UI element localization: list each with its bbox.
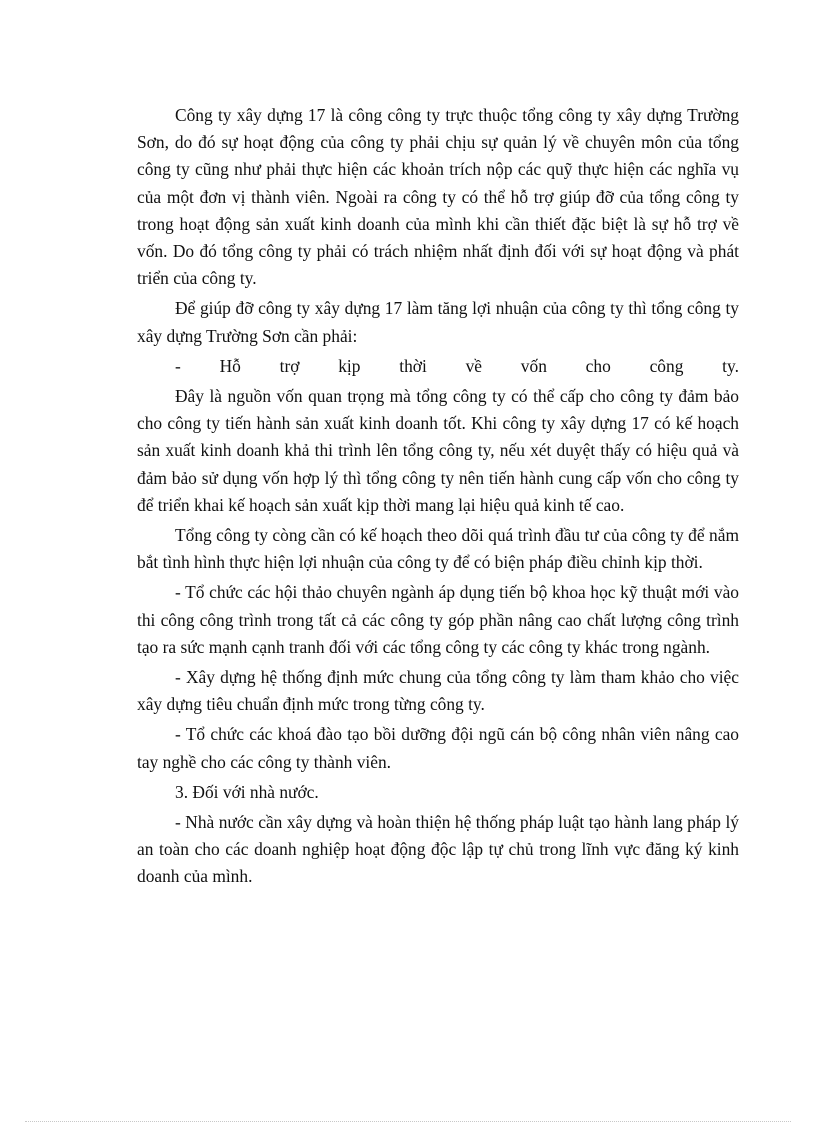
list-word: công xyxy=(649,355,684,376)
paragraph-investment-monitoring: Tổng công ty còng cần có kế hoạch theo dõi quá trình đầu tư của công ty để nắm bắt tình hình thực hiện lợi nhuận của công ty để có biện pháp điều chỉnh kịp thời. xyxy=(137,525,739,573)
list-item-workshops: - Tổ chức các hội thảo chuyên ngành áp dụng tiến bộ khoa học kỹ thuật mới vào thi công công trình trong tất cả các công ty góp phần nâng cao chất lượng công trình tạo ra sức mạnh cạnh tranh đối với các tổng công ty các công ty khác trong ngành. xyxy=(137,582,739,657)
list-word: về xyxy=(465,355,483,376)
list-item-capital-support xyxy=(137,353,739,380)
list-word: Hỗ xyxy=(219,355,241,376)
list-word: vốn xyxy=(520,355,547,376)
paragraph-capital-source: Đây là nguồn vốn quan trọng mà tổng công ty có thể cấp cho công ty đảm bảo cho công ty tiến hành sản xuất kinh doanh tốt. Khi công ty xây dựng 17 có kế hoạch sản xuất kinh doanh khả thi trình lên tổng công ty, nếu xét duyệt thấy có hiệu quả và đảm bảo sử dụng vốn hợp lý thì tổng công ty nên tiến hành cung cấp vốn cho công ty để triển khai kế hoạch sản xuất kịp thời mang lại hiệu quả kinh tế cao. xyxy=(137,386,739,515)
list-item-training: - Tổ chức các khoá đào tạo bồi dưỡng đội ngũ cán bộ công nhân viên nâng cao tay nghề cho các công ty thành viên. xyxy=(137,724,739,772)
list-word: cho xyxy=(585,355,611,376)
list-word: trợ xyxy=(279,355,300,376)
section-heading-state: 3. Đối với nhà nước. xyxy=(175,781,319,802)
list-word: - xyxy=(175,355,181,376)
list-word: thời xyxy=(399,355,427,376)
page-bottom-divider xyxy=(25,1121,791,1122)
list-word: kịp xyxy=(338,355,361,376)
paragraph-support-intro: Để giúp đỡ công ty xây dựng 17 làm tăng lợi nhuận của công ty thì tổng công ty xây dựng Trường Sơn cần phải: xyxy=(137,298,739,346)
list-word: ty. xyxy=(722,355,739,376)
paragraph-company-relation: Công ty xây dựng 17 là công công ty trực thuộc tổng công ty xây dựng Trường Sơn, do đó sự hoạt động của công ty phải chịu sự quản lý về chuyên môn của tổng công ty cũng như phải thực hiện các khoản trích nộp các quỹ thực hiện các nghĩa vụ của một đơn vị thành viên. Ngoài ra công ty có thể hỗ trợ giúp đỡ của tổng công ty trong hoạt động sản xuất kinh doanh của mình khi cần thiết đặc biệt là sự hỗ trợ về vốn. Do đó tổng công ty phải có trách nhiệm nhất định đối với sự hoạt động và phát triển của công ty. xyxy=(137,105,739,289)
document-page xyxy=(137,102,739,894)
list-item-norms: - Xây dựng hệ thống định mức chung của tổng công ty làm tham khảo cho việc xây dựng tiêu chuẩn định mức trong từng công ty. xyxy=(137,667,739,715)
list-item-legal-framework: - Nhà nước cần xây dựng và hoàn thiện hệ thống pháp luật tạo hành lang pháp lý an toàn cho các doanh nghiệp hoạt động độc lập tự chủ trong lĩnh vực đăng ký kinh doanh của mình. xyxy=(137,812,739,887)
